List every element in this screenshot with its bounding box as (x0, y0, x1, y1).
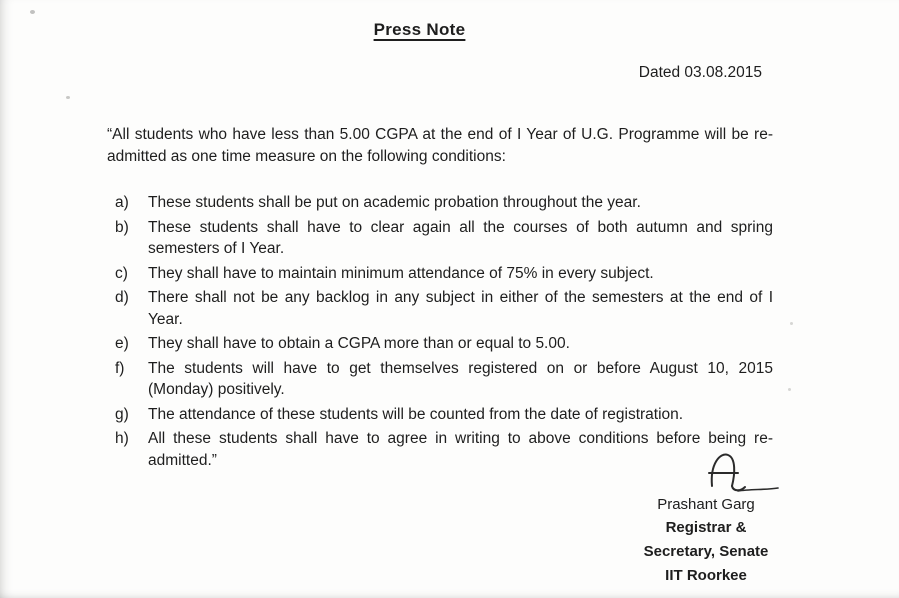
condition-label: b) (115, 218, 129, 236)
scan-artifact (790, 322, 793, 325)
condition-text: These students shall have to clear again all the courses of both autumn and spring semesters of I Year. (148, 218, 773, 257)
intro-paragraph: “All students who have less than 5.00 CGPA at the end of I Year of U.G. Programme will be re-admitted as one time measure on the following conditions: (107, 126, 773, 165)
condition-item-e (115, 333, 773, 355)
condition-item-d (115, 287, 773, 330)
condition-text: There shall not be any backlog in any subject in either of the semesters at the end of I Year. (148, 289, 773, 328)
scan-artifact (66, 96, 70, 99)
handwritten-signature-icon (698, 448, 782, 494)
condition-label: e) (115, 335, 129, 352)
condition-text: These students shall be put on academic probation throughout the year. (148, 194, 641, 211)
condition-item-f (115, 358, 773, 401)
condition-item-a (115, 192, 773, 214)
condition-label: g) (115, 405, 129, 423)
signatory-role: Secretary, Senate (643, 543, 769, 560)
condition-label: d) (115, 289, 129, 306)
condition-text: They shall have to obtain a CGPA more than or equal to 5.00. (148, 335, 570, 352)
condition-text: The students will have to get themselves registered on or before August 10, 2015 (Monday) positively. (148, 359, 773, 398)
condition-label: a) (115, 194, 129, 211)
page-title: Press Note (373, 20, 466, 39)
condition-item-g (115, 404, 773, 426)
condition-label: h) (115, 430, 129, 447)
condition-text: The attendance of these students will be counted from the date of registration. (148, 405, 684, 423)
signatory-designation: Registrar & (665, 519, 747, 536)
date-line: Dated 03.08.2015 (638, 64, 762, 81)
condition-text: They shall have to maintain minimum attendance of 75% in every subject. (148, 264, 654, 282)
scan-artifact (30, 10, 35, 14)
signature-block (616, 448, 796, 591)
condition-label: f) (115, 359, 125, 377)
signatory-institute: IIT Roorkee (665, 567, 747, 584)
conditions-list (115, 192, 773, 471)
scan-artifact (788, 388, 791, 391)
condition-label: c) (115, 264, 128, 282)
condition-text: All these students shall have to agree in writing to above conditions before being re-admitted.” (148, 430, 773, 469)
condition-item-c (115, 263, 773, 285)
condition-item-b (115, 217, 773, 260)
signatory-name: Prashant Garg (657, 496, 755, 513)
